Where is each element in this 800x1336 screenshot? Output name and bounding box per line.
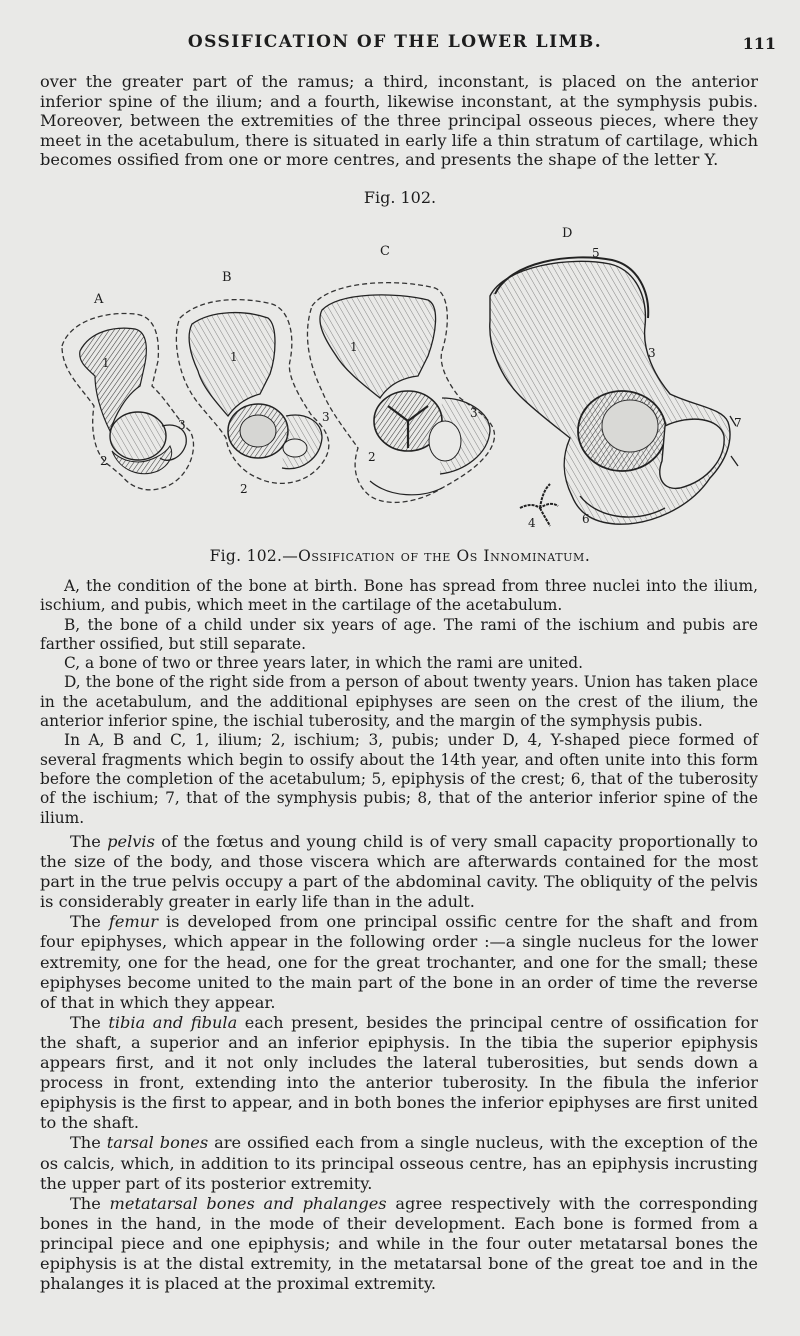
- running-head: [40, 32, 776, 58]
- body-text: [40, 832, 758, 1294]
- label-b-3: 3: [322, 410, 330, 424]
- bone-a: [62, 313, 194, 489]
- panel-letter-b: B: [222, 270, 232, 285]
- term-pelvis: pelvis: [107, 832, 155, 851]
- term-metatarsal: metatarsal bones and phalanges: [109, 1193, 387, 1213]
- paragraph-metatarsal: The metatarsal bones and phalanges agree respectively with the corresponding bones in the hand, in the mode of their development. Each bone is formed from a principal piece and one epiphysis; and while in the four outer metatarsal bones the epiphysis is at the distal extremity, in the metatarsal bone of the great toe and in the phalanges it is placed at the proximal extremity.: [40, 1193, 758, 1294]
- label-c-2: 2: [368, 450, 376, 464]
- running-title: OSSIFICATION OF THE LOWER LIMB.: [187, 32, 603, 52]
- caption-title: Ossification of the Os Innominatum.: [298, 547, 591, 565]
- term-femur: femur: [108, 912, 158, 932]
- legend-item-a: A, the condition of the bone at birth. Bone has spread from three nuclei into the ilium, ischium, and pubis, which meet in the cartilage of the acetabulum.: [40, 577, 758, 615]
- label-d-6: 6: [582, 512, 590, 526]
- bone-c: [307, 283, 494, 503]
- figure-label: Fig. 102.: [363, 188, 437, 207]
- caption-prefix: Fig. 102.—: [209, 547, 299, 565]
- y-shaped-piece: [520, 484, 558, 526]
- paragraph-tibia-fibula: The tibia and fibula each present, besides the principal centre of ossification for the shaft, a superior and an inferior epiphysis. In the tibia the superior epiphysis appears first, and it not only includes the lateral tuberosities, but sends down a process in front, extending into the anterior tuberosity. In the fibula the inferior epiphysis is the first to appear, and in both bones the inferior epiphyses are first united to the shaft.: [40, 1012, 759, 1133]
- os-innominatum-engraving: [50, 226, 750, 536]
- bone-b: [176, 300, 328, 484]
- label-d-3: 3: [648, 346, 656, 360]
- label-a-2: 2: [100, 454, 108, 468]
- label-d-5: 5: [592, 246, 600, 260]
- panel-letter-c: C: [380, 244, 390, 259]
- label-c-3: 3: [470, 406, 478, 420]
- label-b-1: 1: [230, 350, 238, 364]
- paragraph-tarsal: The tarsal bones are ossified each from a single nucleus, with the exception of the os calcis, which, in addition to its principal osseous centre, has an epiphysis incrusting the upper part of its posterior extremity.: [40, 1133, 758, 1193]
- intro-text: over the greater part of the ramus; a third, inconstant, is placed on the anterior inferior spine of the ilium; and a fourth, likewise inconstant, at the symphysis pubis. Moreover, between the extremities of the three principal osseous pieces, where they meet in the acetabulum, there is situated in early life a thin stratum of cartilage, which becomes ossified from one or more centres, and presents the shape of the letter Y.: [40, 72, 758, 170]
- legend-key: In A, B and C, 1, ilium; 2, ischium; 3, pubis; under D, 4, Y-shaped piece formed of several fragments which begin to ossify about the 14th year, and often unite into this form before the completion of the acetabulum; 5, epiphysis of the crest; 6, that of the tuberosity of the ischium; 7, that of the symphysis pubis; 8, that of the anterior inferior spine of the ilium.: [40, 731, 758, 827]
- label-a-3: 3: [178, 418, 186, 432]
- legend-item-d: D, the bone of the right side from a person of about twenty years. Union has taken place in the acetabulum, and the additional epiphyses are seen on the crest of the ilium, the anterior inferior spine, the ischial tuberosity, and the margin of the symphysis pubis.: [40, 673, 758, 731]
- label-b-2: 2: [240, 482, 248, 496]
- figure-caption: [0, 547, 800, 565]
- intro-paragraph: [40, 72, 758, 170]
- bone-d: [490, 257, 738, 524]
- label-d-4: 4: [528, 516, 536, 530]
- page-number: 111: [742, 34, 776, 53]
- legend-item-c: C, a bone of two or three years later, in which the rami are united.: [64, 654, 584, 673]
- label-a-1: 1: [102, 356, 110, 370]
- panel-letter-d: D: [562, 226, 573, 241]
- paragraph-femur: The femur is developed from one principal ossific centre for the shaft and from four epiphyses, which appear in the following order :—a single nucleus for the lower extremity, one for the head, one for the great trochanter, and one for the small; these epiphyses become united to the main part of the bone in an order of time the reverse of that in which they appear.: [40, 912, 758, 1012]
- label-d-7: 7: [734, 416, 742, 430]
- figure-illustration: [50, 226, 750, 536]
- term-tarsal-bones: tarsal bones: [106, 1133, 209, 1153]
- legend-item-b: B, the bone of a child under six years of age. The rami of the ischium and pubis are farther ossified, but still separate.: [40, 615, 758, 653]
- label-c-1: 1: [350, 340, 358, 354]
- figure-legend: [40, 577, 758, 828]
- paragraph-pelvis: The pelvis of the fœtus and young child is of very small capacity proportionally to the size of the body, and those viscera which are afterwards contained for the most part in the true pelvis occupy a part of the abdominal cavity. The obliquity of the pelvis is considerably greater in early life than in the adult.: [40, 832, 758, 912]
- term-tibia-fibula: tibia and fibula: [108, 1012, 238, 1032]
- panel-letter-a: A: [94, 292, 104, 307]
